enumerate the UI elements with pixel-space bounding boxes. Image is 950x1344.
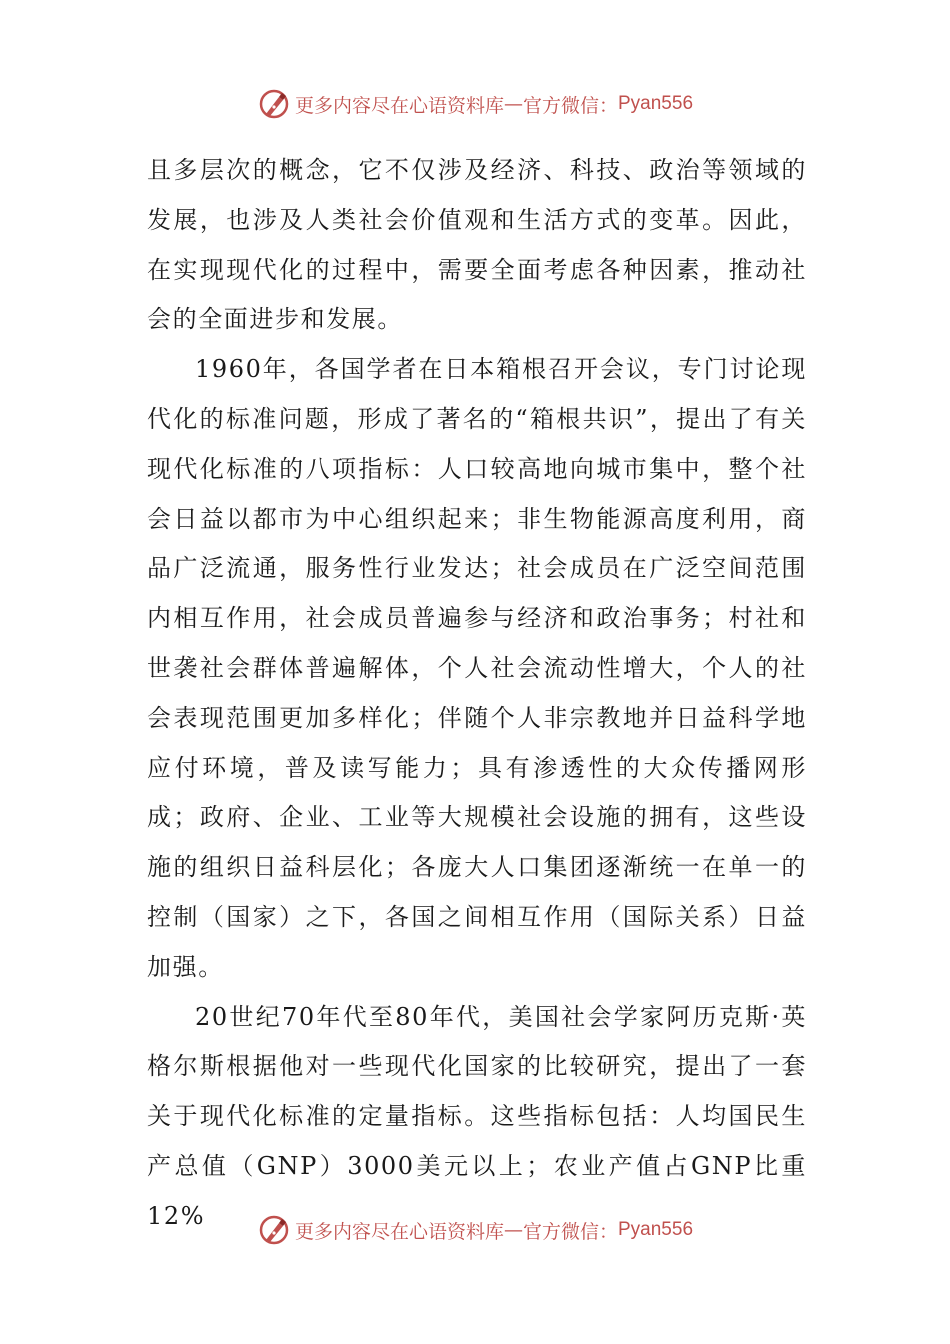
paragraph-hakone-consensus: 1960年，各国学者在日本箱根召开会议，专门讨论现代化的标准问题，形成了著名的“箱根共识”，提出了有关现代化标准的八项指标：人口较高地向城市集中，整个社会日益以都市为中心组织起来；非生物能源高度利用，商品广泛流通，服务性行业发达；社会成员在广泛空间范围内相互作用，社会成员普遍参与经济和政治事务；村社和世袭社会群体普遍解体，个人社会流动性增大，个人的社会表现范围更加多样化；伴随个人非宗教地并日益科学地应付环境，普及读写能力；具有渗透性的大众传播网形成；政府、企业、工业等大规模社会设施的拥有，这些设施的组织日益科层化；各庞大人口集团逐渐统一在单一的控制（国家）之下，各国之间相互作用（国际关系）日益加强。 bbox=[147, 355, 807, 981]
paragraph-continuation: 且多层次的概念，它不仅涉及经济、科技、政治等领域的发展，也涉及人类社会价值观和生活方式的变革。因此，在实现现代化的过程中，需要全面考虑各种因素，推动社会的全面进步和发展。 bbox=[147, 156, 807, 334]
banner-brand-text: 更多内容尽在心语资料库 bbox=[294, 1220, 504, 1243]
paragraph-inkeles-indicators: 20世纪70年代至80年代，美国社会学家阿历克斯·英格尔斯根据他对一些现代化国家的比较研究，提出了一套关于现代化标准的定量指标。这些指标包括：人均国民生产总值（GNP）3000美元以上；农业产值占GNP比重12% bbox=[147, 1002, 807, 1230]
pen-nib-logo-icon bbox=[257, 1213, 291, 1247]
banner-dash: — bbox=[503, 93, 523, 115]
footer-banner bbox=[0, 1210, 950, 1250]
banner-dash: — bbox=[503, 1219, 523, 1241]
banner-brand-text: 更多内容尽在心语资料库 bbox=[294, 94, 504, 117]
banner-wechat-id: Pyan556 bbox=[618, 93, 694, 114]
pen-nib-logo-icon bbox=[257, 87, 291, 121]
header-banner bbox=[0, 84, 950, 124]
banner-wechat-label: 官方微信： bbox=[522, 1220, 618, 1243]
document-body bbox=[147, 146, 807, 1242]
banner-wechat-label: 官方微信： bbox=[522, 94, 618, 117]
banner-wechat-id: Pyan556 bbox=[618, 1219, 694, 1240]
